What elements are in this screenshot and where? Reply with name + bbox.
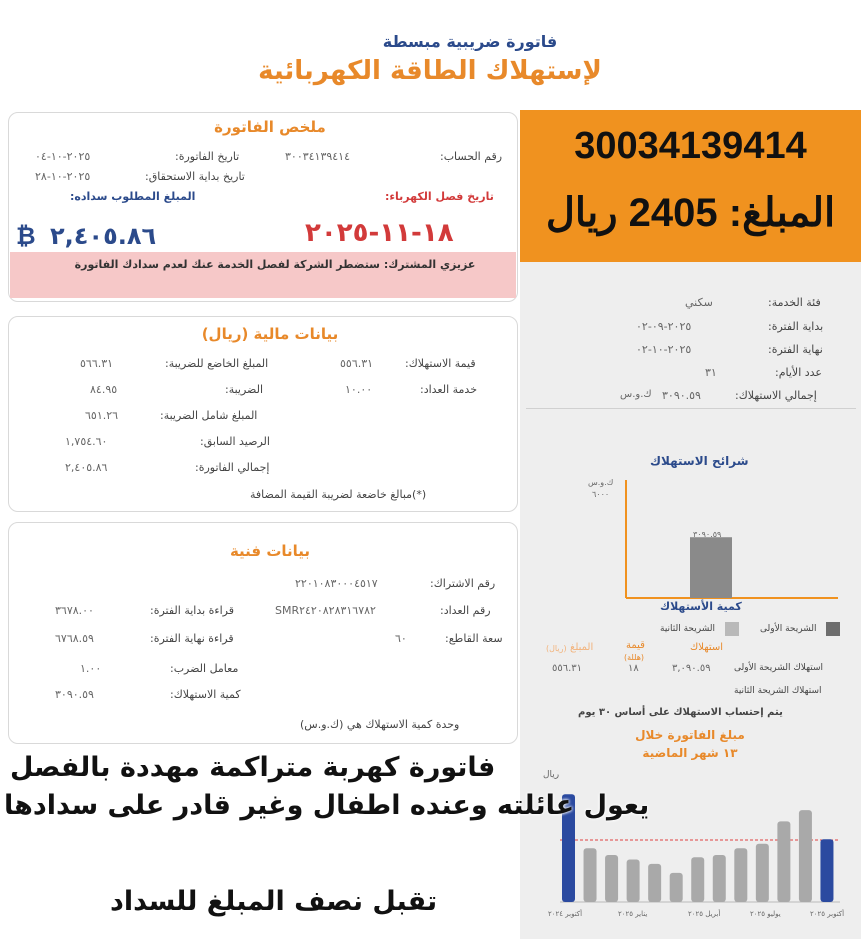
- tier1-amount: ٥٥٦.٣١: [552, 663, 583, 674]
- account-label: رقم الحساب:: [440, 150, 503, 163]
- days-value: ٣١: [705, 366, 717, 379]
- meter-service-label: خدمة العداد:: [420, 383, 478, 396]
- period-start-label: بداية الفترة:: [768, 320, 824, 333]
- warning-text: عزيزي المشترك: ستضطر الشركة لفصل الخدمة عنك لعدم سدادك الفاتورة: [74, 258, 476, 271]
- month-label: أكتوبر ٢٠٢٥: [810, 910, 845, 918]
- tier-bar-label: ٣٠٩٠.٥٩: [693, 530, 722, 539]
- history-bar: [820, 839, 833, 902]
- banner-account-number: 30034139414: [574, 125, 807, 167]
- history-bar: [799, 810, 812, 902]
- history-bar: [627, 859, 640, 902]
- history-y-unit: ريال: [543, 770, 560, 780]
- col-amount: المبلغ: [570, 642, 594, 653]
- total-label: إجمالي الفاتورة:: [195, 461, 270, 474]
- tier1-value: ١٨: [628, 663, 639, 674]
- account-value: ٣٠٠٣٤١٣٩٤١٤: [285, 150, 350, 163]
- tier1-label: استهلاك الشريحة الأولى: [734, 663, 824, 673]
- quantity-value: ٣٠٩٠.٥٩: [55, 688, 94, 701]
- history-bar: [605, 855, 618, 902]
- quantity-label: كمية الاستهلاك:: [170, 688, 241, 701]
- history-bar: [670, 873, 683, 902]
- due-start-value: ٢٠٢٥-١٠-٢٨: [35, 170, 91, 183]
- overlay-line-3: تقبل نصف المبلغ للسداد: [110, 886, 438, 917]
- disconnect-date: ١٨-١١-٢٠٢٥: [305, 218, 454, 248]
- tiers-title: شرائح الاستهلاك: [650, 454, 749, 468]
- meter-service: ١٠.٠٠: [345, 383, 373, 396]
- period-end-label: نهاية الفترة:: [768, 343, 823, 356]
- total-consumption-label: إجمالي الاستهلاك:: [735, 389, 817, 402]
- breaker-label: سعة القاطع:: [445, 632, 503, 645]
- col-consumption: استهلاك: [690, 642, 723, 653]
- history-bar: [777, 821, 790, 902]
- previous-balance-label: الرصيد السابق:: [200, 435, 270, 448]
- summary-title: ملخص الفاتورة: [214, 118, 326, 136]
- multiplier-label: معامل الضرب:: [170, 662, 239, 675]
- breaker-value: ٦٠: [395, 632, 407, 645]
- subscription-label: رقم الاشتراك:: [430, 577, 496, 590]
- month-label: يناير ٢٠٢٥: [618, 910, 648, 918]
- history-bar: [734, 848, 747, 902]
- meter-number-label: رقم العداد:: [440, 604, 491, 617]
- meter-number: SMR٢٤٢٠٨٢٨٣١٦٧٨٢: [275, 604, 376, 617]
- month-label: يوليو ٢٠٢٥: [750, 910, 781, 918]
- total-consumption-unit: ك.و.س: [620, 389, 652, 400]
- consumption-value-label: قيمة الاستهلاك:: [405, 357, 476, 370]
- with-tax-value: ٦٥١.٢٦: [85, 409, 119, 422]
- history-bar: [648, 864, 661, 902]
- col-value-sub: (هللة): [624, 653, 645, 662]
- calc-note: يتم إحتساب الاستهلاك على أساس ٣٠ يوم: [578, 707, 783, 718]
- due-amount: ٢,٤٠٥.٨٦: [50, 222, 157, 250]
- divider: [526, 408, 856, 409]
- history-bar: [691, 857, 704, 902]
- tiers-xlabel: كمية الأستهلاك: [660, 600, 742, 613]
- multiplier-value: ١.٠٠: [80, 662, 102, 675]
- tax-value: ٨٤.٩٥: [90, 383, 118, 396]
- tech-title: بيانات فنية: [229, 542, 311, 560]
- history-title-1: مبلغ الفاتورة خلال: [635, 728, 745, 742]
- due-start-label: تاريخ بداية الاستحقاق:: [145, 170, 245, 183]
- history-month-labels: [540, 910, 850, 930]
- banner-amount: المبلغ: 2405 ريال: [545, 191, 836, 235]
- tier1-consumption: ٣,٠٩٠.٥٩: [672, 663, 711, 674]
- service-category-label: فئة الخدمة:: [768, 296, 821, 309]
- finance-title: بيانات مالية (ريال): [201, 325, 339, 343]
- month-label: أكتوبر ٢٠٢٤: [548, 910, 583, 918]
- with-tax-label: المبلغ شامل الضريبة:: [160, 409, 258, 422]
- legend-tier2-swatch: [725, 622, 739, 636]
- tier2-label: استهلاك الشريحة الثانية: [734, 686, 822, 696]
- due-amount-label: المبلغ المطلوب سداده:: [70, 190, 196, 203]
- col-amount-sub: (ريال): [546, 644, 567, 653]
- col-value: قيمة: [626, 640, 645, 651]
- currency-icon: ₿: [16, 222, 36, 250]
- vat-note: (*)مبالغ خاضعة لضريبة القيمة المضافة: [250, 488, 427, 501]
- start-reading: ٣٦٧٨.٠٠: [55, 604, 94, 617]
- previous-balance: ١,٧٥٤.٦٠: [65, 435, 108, 448]
- disconnect-label: تاريخ فصل الكهرباء:: [385, 190, 494, 203]
- overlay-line-2: يعول عائلته وعنده اطفال وغير قادر على سدادها: [4, 790, 650, 821]
- tiers-axis-unit: ك.و.س: [588, 478, 614, 487]
- start-reading-label: قراءة بداية الفترة:: [150, 604, 234, 617]
- history-bar: [713, 855, 726, 902]
- legend-tier1: الشريحة الأولى: [760, 624, 817, 634]
- invoice-subtitle: فاتورة ضريبية مبسطة: [382, 32, 558, 51]
- history-bar: [756, 844, 769, 902]
- tax-label: الضريبة:: [225, 383, 264, 396]
- tiers-axis-max: ٦٠٠٠: [592, 490, 610, 499]
- invoice-date-value: ٢٠٢٥-١٠-٠٤: [35, 150, 91, 163]
- days-label: عدد الأيام:: [775, 366, 822, 379]
- subscription-value: ٢٢٠١٠٨٣٠٠٠٤٥١٧: [295, 577, 378, 590]
- consumption-value: ٥٥٦.٣١: [340, 357, 374, 370]
- month-label: أبريل ٢٠٢٥: [688, 910, 721, 918]
- tier-bar: [690, 537, 732, 598]
- invoice-date-label: تاريخ الفاتورة:: [175, 150, 240, 163]
- legend-tier2: الشريحة الثانية: [660, 624, 715, 634]
- history-title-2: ١٣ شهر الماضية: [642, 746, 738, 760]
- period-start: ٢٠٢٥-٠٩-٠٢: [636, 320, 692, 333]
- period-end: ٢٠٢٥-١٠-٠٢: [636, 343, 692, 356]
- taxable-value: ٥٦٦.٣١: [80, 357, 114, 370]
- unit-note: وحدة كمية الاستهلاك هي (ك.و.س): [300, 718, 460, 731]
- history-bar: [584, 848, 597, 902]
- invoice-title: لإستهلاك الطاقة الكهربائية: [258, 56, 602, 86]
- service-category: سكني: [685, 296, 713, 309]
- overlay-line-1: فاتورة كهربة متراكمة مهددة بالفصل: [10, 752, 496, 783]
- total-consumption: ٣٠٩٠.٥٩: [662, 389, 701, 402]
- taxable-label: المبلغ الخاضع للضريبة:: [165, 357, 269, 370]
- total-value: ٢,٤٠٥.٨٦: [65, 461, 108, 474]
- legend-tier1-swatch: [826, 622, 840, 636]
- end-reading-label: قراءة نهاية الفترة:: [150, 632, 234, 645]
- end-reading: ٦٧٦٨.٥٩: [55, 632, 94, 645]
